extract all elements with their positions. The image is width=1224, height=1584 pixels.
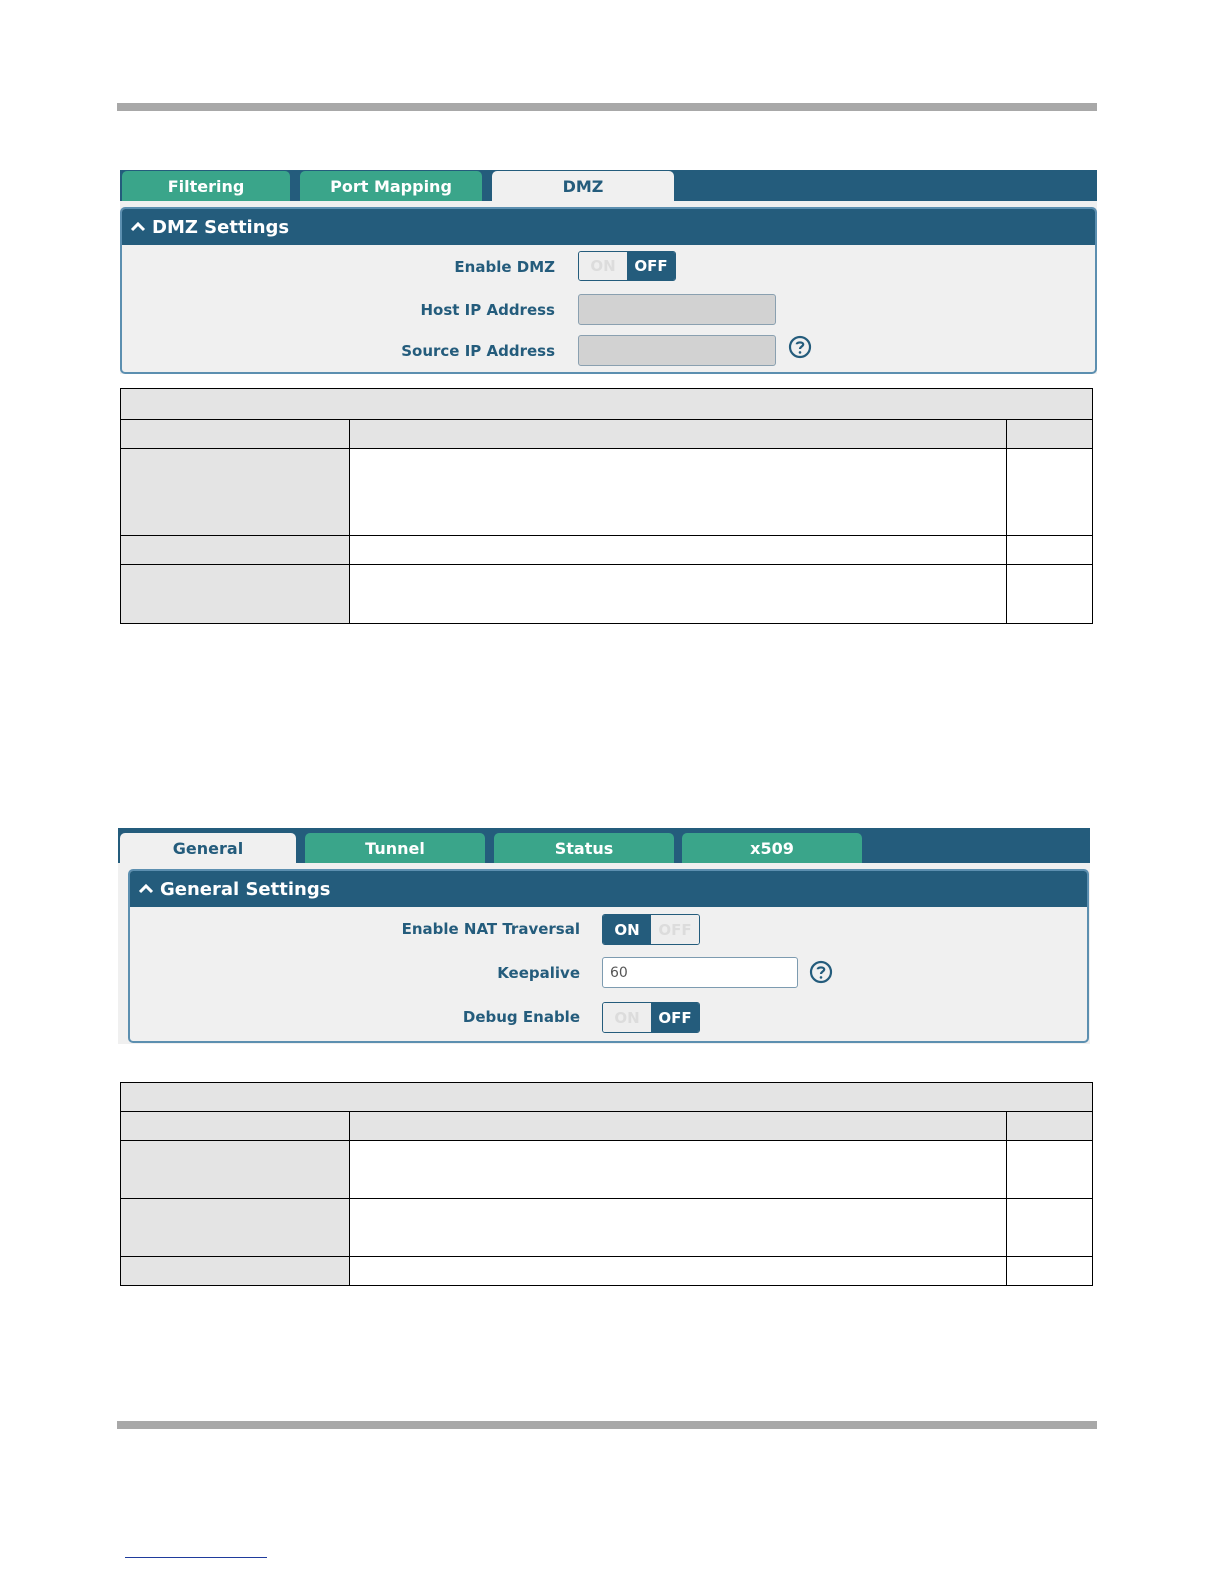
table-title-cell bbox=[121, 389, 1093, 420]
enable-dmz-toggle[interactable] bbox=[578, 251, 676, 281]
table-title-cell bbox=[121, 1083, 1093, 1112]
table-row bbox=[121, 1199, 1093, 1257]
tab-port-mapping[interactable]: Port Mapping bbox=[300, 171, 482, 201]
table-title-row bbox=[121, 1083, 1093, 1112]
keepalive-input[interactable]: 60 bbox=[602, 957, 798, 988]
table-cell bbox=[1007, 449, 1093, 536]
table-row bbox=[121, 449, 1093, 536]
table-cell bbox=[350, 1257, 1007, 1286]
debug-enable-label: Debug Enable bbox=[462, 1008, 580, 1026]
ipsec-screenshot bbox=[118, 828, 1090, 1044]
table-cell bbox=[1007, 536, 1093, 565]
keepalive-label: Keepalive bbox=[497, 964, 580, 982]
footer-rule bbox=[117, 1421, 1097, 1429]
table-cell bbox=[121, 536, 350, 565]
tab-x509[interactable]: x509 bbox=[682, 833, 862, 863]
host-ip-input[interactable] bbox=[578, 294, 776, 325]
table-cell bbox=[121, 1199, 350, 1257]
chevron-up-icon bbox=[136, 879, 156, 899]
table-title-row bbox=[121, 389, 1093, 420]
tab-tunnel[interactable]: Tunnel bbox=[305, 833, 485, 863]
table-header-row bbox=[121, 420, 1093, 449]
table-row bbox=[121, 536, 1093, 565]
general-settings-title: General Settings bbox=[160, 878, 331, 900]
dmz-tab-bar bbox=[120, 170, 1097, 201]
table-cell bbox=[1007, 1141, 1093, 1199]
footer-link-underline[interactable] bbox=[125, 1557, 267, 1558]
table-cell bbox=[350, 1199, 1007, 1257]
tab-status[interactable]: Status bbox=[494, 833, 674, 863]
debug-enable-on: ON bbox=[603, 1003, 651, 1032]
enable-dmz-on: ON bbox=[579, 252, 627, 280]
nat-traversal-toggle[interactable] bbox=[602, 914, 700, 945]
source-ip-input[interactable] bbox=[578, 335, 776, 366]
table-row bbox=[121, 1141, 1093, 1199]
nat-traversal-on: ON bbox=[603, 915, 651, 944]
table-cell bbox=[1007, 1199, 1093, 1257]
dmz-screenshot bbox=[120, 170, 1097, 374]
dmz-parameter-table bbox=[120, 388, 1093, 624]
dmz-settings-header[interactable] bbox=[122, 209, 1095, 245]
dmz-settings-panel bbox=[120, 207, 1097, 374]
table-header-cell bbox=[121, 420, 350, 449]
enable-dmz-off: OFF bbox=[627, 252, 675, 280]
general-settings-panel bbox=[128, 869, 1089, 1043]
table-cell bbox=[350, 1141, 1007, 1199]
header-rule bbox=[117, 103, 1097, 111]
table-header-row bbox=[121, 1112, 1093, 1141]
dmz-settings-title: DMZ Settings bbox=[152, 216, 290, 238]
table-header-cell bbox=[350, 1112, 1007, 1141]
host-ip-label: Host IP Address bbox=[420, 301, 555, 319]
table-cell bbox=[350, 536, 1007, 565]
nat-traversal-label: Enable NAT Traversal bbox=[401, 920, 580, 938]
table-header-cell bbox=[1007, 1112, 1093, 1141]
nat-traversal-off: OFF bbox=[651, 915, 699, 944]
table-header-cell bbox=[121, 1112, 350, 1141]
table-cell bbox=[350, 565, 1007, 624]
tab-general[interactable]: General bbox=[120, 833, 296, 863]
table-row bbox=[121, 565, 1093, 624]
table-cell bbox=[1007, 565, 1093, 624]
table-cell bbox=[121, 1257, 350, 1286]
source-ip-label: Source IP Address bbox=[401, 342, 555, 360]
general-settings-header[interactable] bbox=[130, 871, 1087, 907]
tab-filtering[interactable]: Filtering bbox=[122, 171, 290, 201]
ipsec-tab-bar bbox=[118, 828, 1090, 863]
table-cell bbox=[1007, 1257, 1093, 1286]
tab-dmz[interactable]: DMZ bbox=[492, 171, 674, 201]
help-icon[interactable] bbox=[809, 960, 833, 984]
table-header-cell bbox=[1007, 420, 1093, 449]
chevron-up-icon bbox=[128, 217, 148, 237]
enable-dmz-label: Enable DMZ bbox=[454, 258, 555, 276]
ipsec-parameter-table bbox=[120, 1082, 1093, 1286]
table-cell bbox=[350, 449, 1007, 536]
table-cell bbox=[121, 449, 350, 536]
debug-enable-off: OFF bbox=[651, 1003, 699, 1032]
table-row bbox=[121, 1257, 1093, 1286]
help-icon[interactable] bbox=[788, 335, 812, 359]
table-header-cell bbox=[350, 420, 1007, 449]
table-cell bbox=[121, 1141, 350, 1199]
table-cell bbox=[121, 565, 350, 624]
debug-enable-toggle[interactable] bbox=[602, 1002, 700, 1033]
